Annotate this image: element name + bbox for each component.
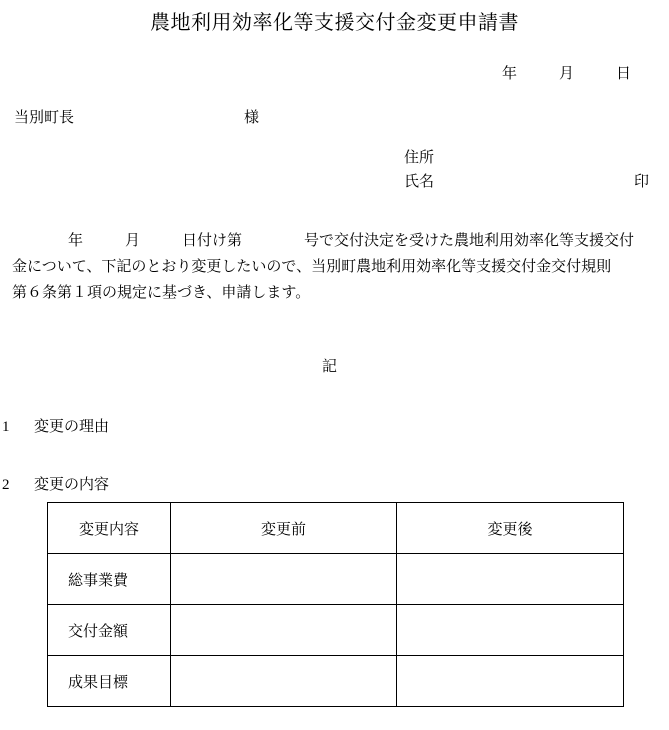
date-day: 日 (615, 66, 631, 82)
ki-marker: 記 (321, 359, 337, 375)
row-before-grant-amount[interactable] (171, 605, 397, 656)
addressee-name: 当別町長 (14, 110, 75, 126)
table-header-row (48, 503, 624, 554)
applicant-block (404, 146, 649, 194)
item-2-label: 変更の内容 (34, 477, 110, 493)
body-paragraph (12, 228, 660, 306)
body-day: 日付け第 (182, 233, 243, 249)
table-header-before: 変更前 (171, 503, 397, 554)
date-month: 月 (558, 66, 574, 82)
table-header-after: 変更後 (397, 503, 624, 554)
change-content-table (47, 502, 624, 707)
item-2-number: 2 (2, 477, 10, 493)
applicant-address-row (404, 146, 649, 170)
table-row (48, 605, 624, 656)
item-change-reason (2, 415, 109, 436)
item-change-content (2, 473, 109, 494)
item-1-label: 変更の理由 (34, 419, 110, 435)
row-label-grant-amount: 交付金額 (48, 605, 171, 656)
addressee-honorific: 様 (244, 110, 260, 126)
applicant-address-label: 住所 (404, 150, 435, 166)
body-year: 年 (68, 233, 84, 249)
body-line3: 第６条第１項の規定に基づき、申請します。 (12, 285, 311, 301)
table-header-change-item: 変更内容 (48, 503, 171, 554)
seal-mark: 印 (633, 174, 649, 190)
date-year: 年 (501, 66, 517, 82)
row-before-outcome-target[interactable] (171, 656, 397, 707)
body-month: 月 (125, 233, 141, 249)
row-after-total-cost[interactable] (397, 554, 624, 605)
applicant-name-row (404, 170, 649, 194)
row-after-grant-amount[interactable] (397, 605, 624, 656)
item-1-number: 1 (2, 419, 10, 435)
row-before-total-cost[interactable] (171, 554, 397, 605)
row-label-outcome-target: 成果目標 (48, 656, 171, 707)
body-number-rest: 号で交付決定を受けた農地利用効率化等支援交付 (304, 233, 635, 249)
applicant-name-label: 氏名 (404, 174, 435, 190)
row-label-total-cost: 総事業費 (48, 554, 171, 605)
row-after-outcome-target[interactable] (397, 656, 624, 707)
table-row (48, 656, 624, 707)
addressee (14, 106, 259, 127)
table-row (48, 554, 624, 605)
page-title: 農地利用効率化等支援交付金変更申請書 (150, 12, 519, 34)
body-line2: 金について、下記のとおり変更したいので、当別町農地利用効率化等支援交付金交付規則 (12, 259, 612, 275)
date-line (0, 62, 669, 83)
